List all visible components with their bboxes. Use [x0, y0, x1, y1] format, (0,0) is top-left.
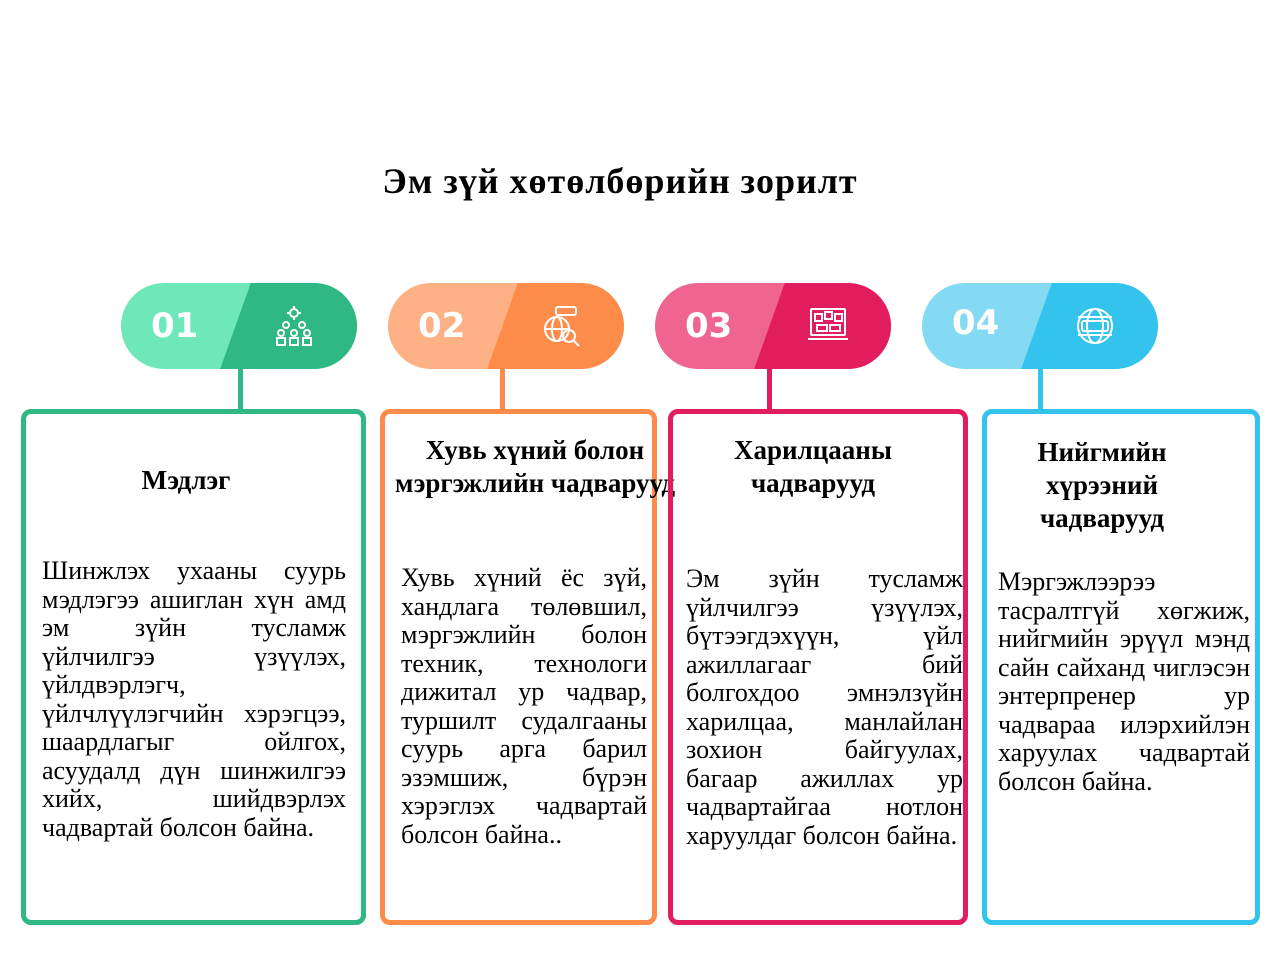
- connector-line: [1038, 369, 1043, 409]
- card-heading: Мэдлэг: [141, 465, 231, 495]
- card-heading: Харилцааны чадварууд: [734, 435, 892, 498]
- card-communication: [668, 409, 968, 925]
- card-body: Хувь хүний ёс зүй, хандлага төлөвшил, мэргэжлийн болон техник, технологи дижитал ур чадвар, туршилт судалгааны суурь арга барил эзэмшиж, бүрэн хэрэглэх чадвартай болсон байна..: [401, 563, 647, 849]
- card-heading: Хувь хүний болон мэргэжлийн чадварууд: [394, 435, 676, 498]
- step-number: 02: [418, 306, 466, 346]
- card-heading: Нийгмийн хүрээний чадварууд: [1037, 437, 1167, 533]
- connector-line: [767, 369, 772, 409]
- step-number: 03: [685, 306, 733, 346]
- card-knowledge: [21, 409, 366, 925]
- social-media-icon: [807, 305, 849, 347]
- step-pill-02: [388, 283, 624, 369]
- step-number: 01: [151, 306, 199, 346]
- step-pill-03: [655, 283, 891, 369]
- card-social-skills: [982, 409, 1260, 925]
- card-body: Мэргэжлээрээ тасралтгүй хөгжиж, нийгмийн эрүүл мэнд сайн сайханд чиглэсэн энтерпренер ур чадвараа илэрхийлэн харуулах чадвартай болсон байна.: [998, 567, 1250, 796]
- card-body: Эм зүйн тусламж үйлчилгээ үзүүлэх, бүтээгдэхүүн, үйл ажиллагааг бий болгохдоо эмнэлзүйн харилцаа, манлайлан зохион байгуулах, багаар ажиллах ур чадвартайгаа нотлон харуулдаг болсон байна.: [686, 564, 963, 850]
- step-number: 04: [952, 303, 1000, 343]
- connector-line: [238, 369, 243, 409]
- connector-line: [500, 369, 505, 409]
- step-pill-04: [922, 283, 1158, 369]
- page-title: Эм зүй хөтөлбөрийн зорилт: [382, 161, 858, 201]
- card-personal-skills: [380, 409, 676, 925]
- team-target-icon: [273, 305, 315, 347]
- card-body: Шинжлэх ухааны суурь мэдлэгээ ашиглан хүн амд эм зүйн тусламж үйлчилгээ үзүүлэх, үйлдвэрлэгч, үйлчлүүлэгчийн хэрэгцээ, шаардлагыг ойлгох, асуудалд дүн шинжилгээ хийх, шийдвэрлэх чадвартай болсон байна.: [42, 556, 346, 842]
- step-pill-01: [121, 283, 357, 369]
- web-globe-icon: [1074, 305, 1116, 347]
- globe-search-icon: [540, 305, 582, 347]
